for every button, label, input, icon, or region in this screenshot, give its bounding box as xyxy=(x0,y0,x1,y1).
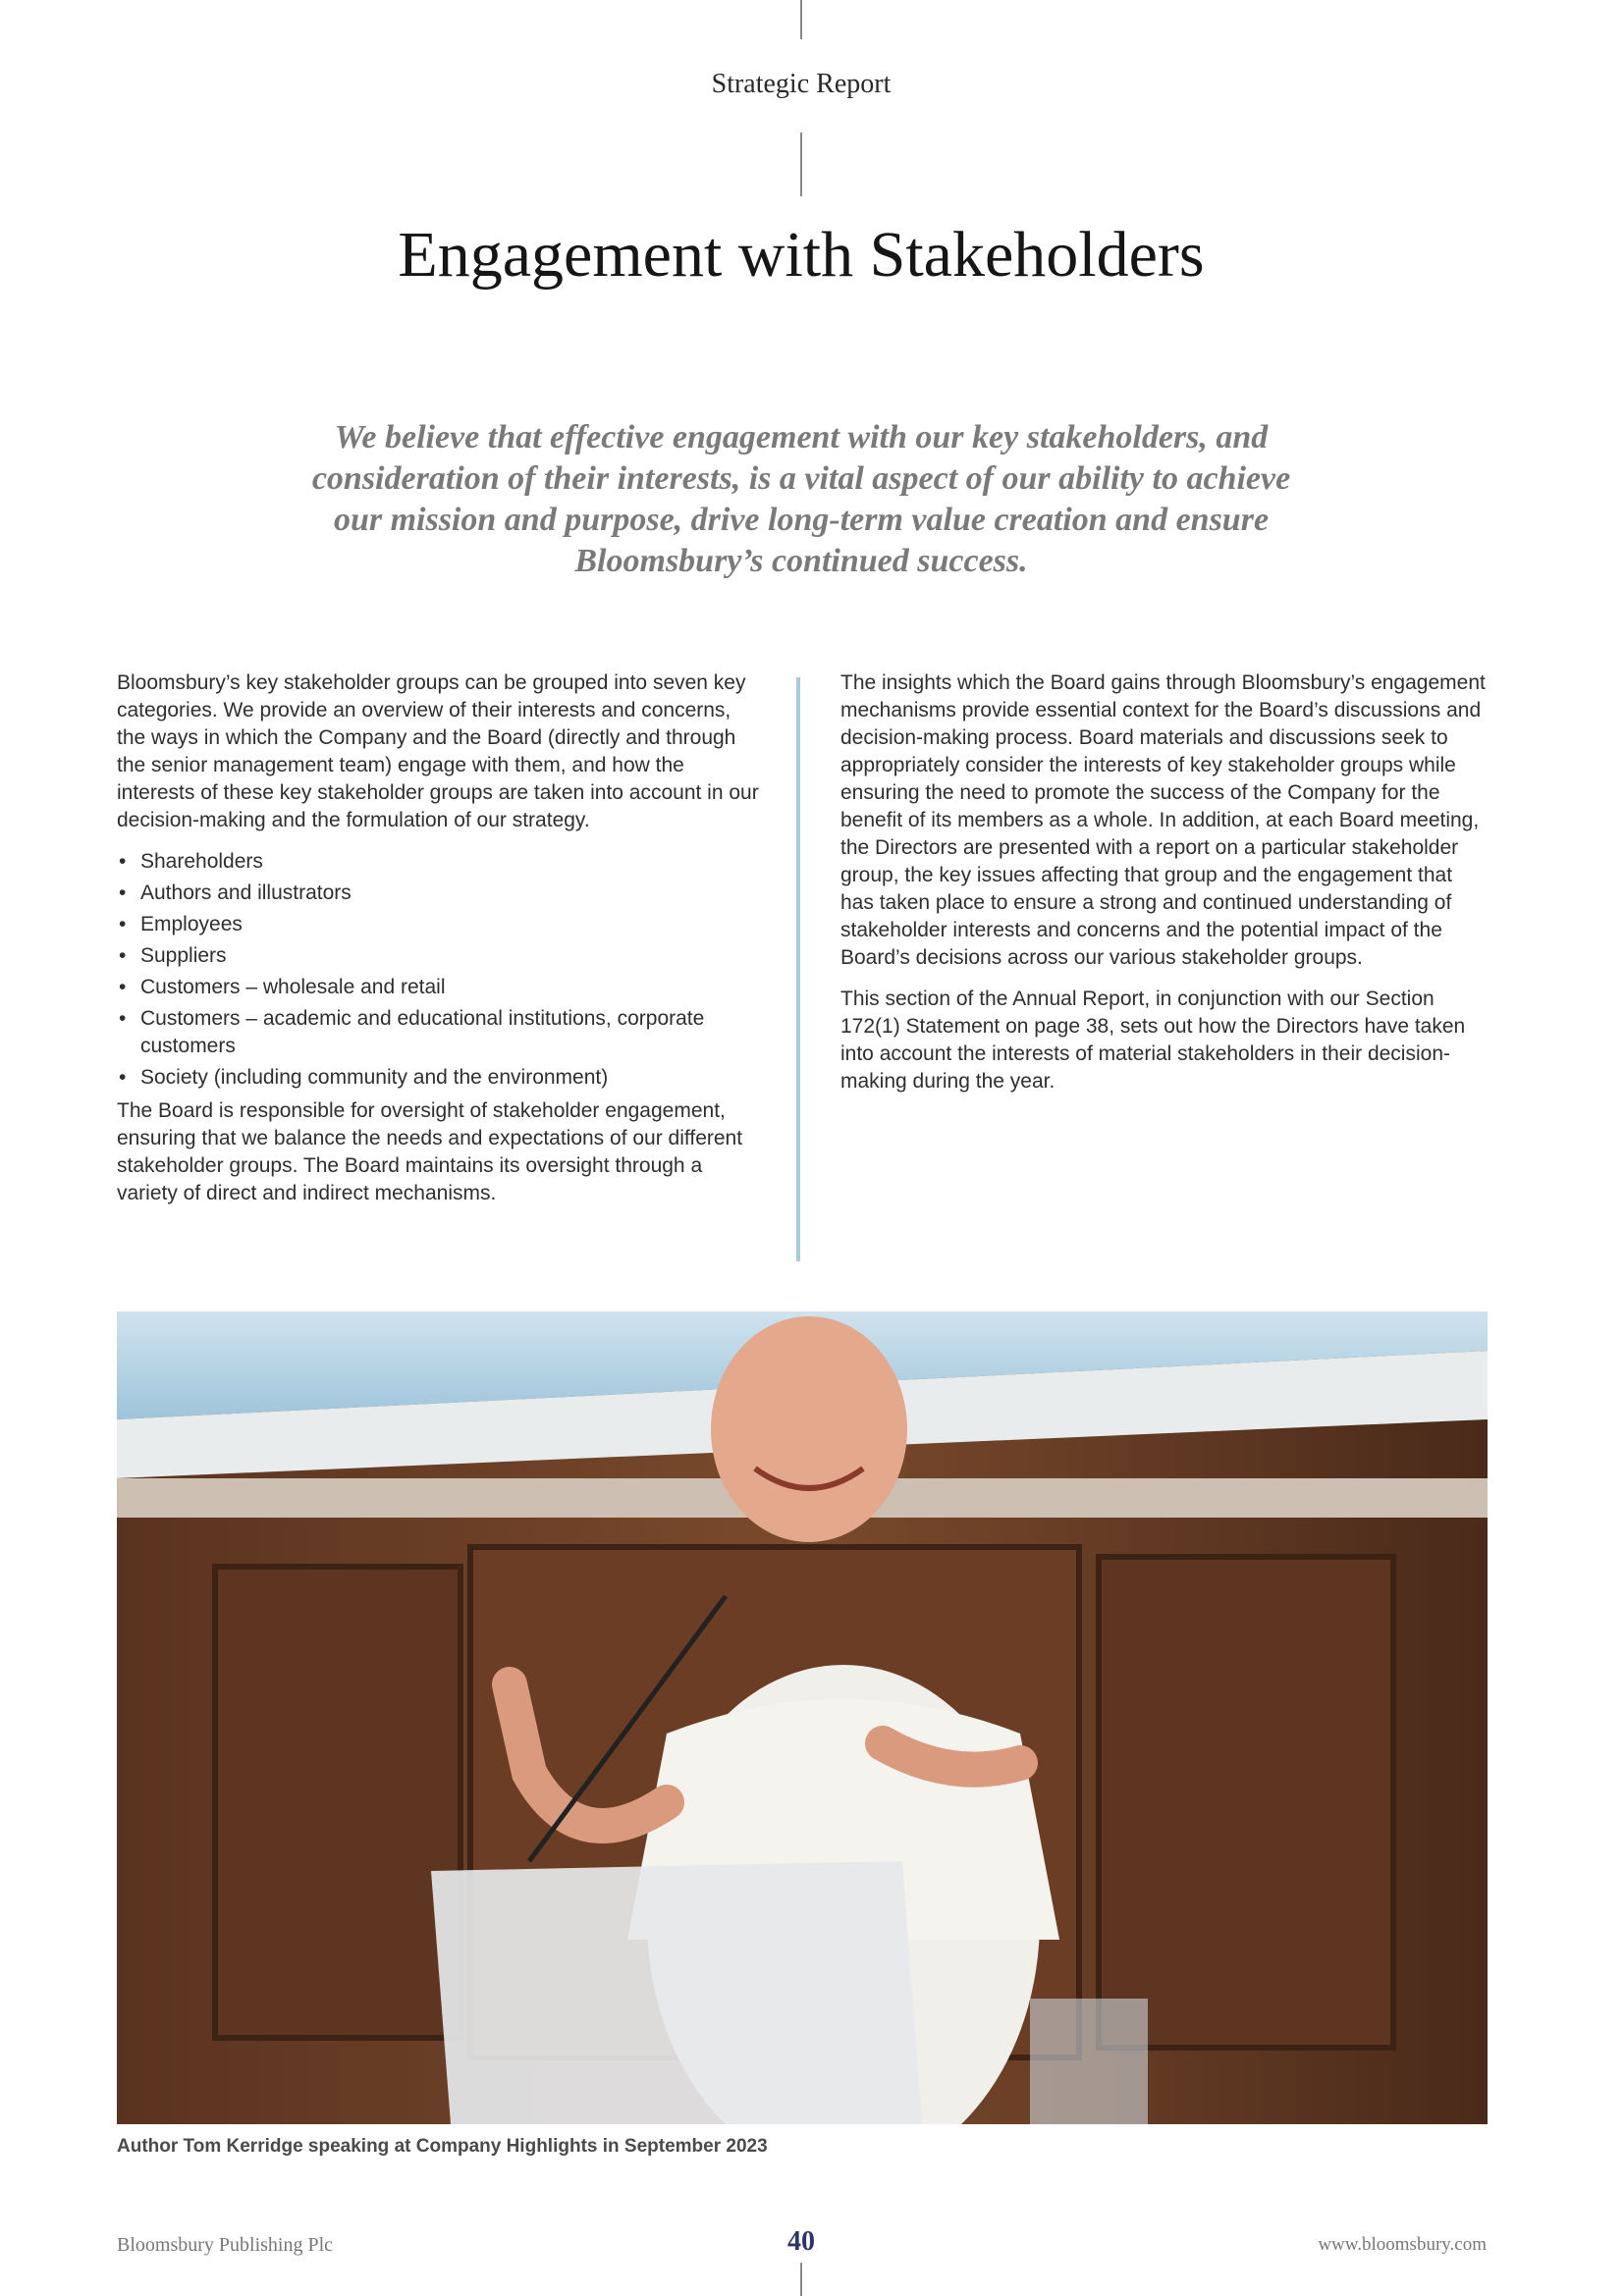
bullet-icon: • xyxy=(119,850,127,873)
column-divider xyxy=(796,677,800,1261)
bullet-icon: • xyxy=(119,1066,127,1089)
bullet-icon: • xyxy=(119,881,127,904)
stakeholder-list xyxy=(117,848,765,1092)
list-item: • Customers – wholesale and retail xyxy=(117,974,765,1001)
list-item: • Suppliers xyxy=(117,942,765,970)
page-number: 40 xyxy=(787,2226,815,2257)
title-divider-line xyxy=(800,133,802,196)
left-column xyxy=(117,669,765,1221)
bottom-divider-line xyxy=(800,2263,802,2296)
list-item: • Society (including community and the environment) xyxy=(117,1064,765,1092)
list-item: • Authors and illustrators xyxy=(117,880,765,907)
photo-caption: Author Tom Kerridge speaking at Company Highlights in September 2023 xyxy=(117,2136,768,2157)
speaker-photo-illustration xyxy=(117,1311,1488,2124)
footer-website-link[interactable]: www.bloomsbury.com xyxy=(1318,2234,1487,2255)
top-divider-line xyxy=(800,0,802,39)
page-title: Engagement with Stakeholders xyxy=(398,219,1205,291)
bullet-icon: • xyxy=(119,1007,127,1030)
right-column xyxy=(840,669,1489,1109)
right-paragraph-1: The insights which the Board gains through Bloomsbury’s engagement mechanisms provide essential context for the Board’s discussions and decision-making process. Board materials and discussions seek to appropriately consider the interests of key stakeholder groups while ensuring the need to promote the success of the Company for the benefit of its members as a whole. In addition, at each Board meeting, the Directors are presented with a report on a particular stakeholder group, the key issues affecting that group and the engagement that has taken place to ensure a strong and continued understanding of stakeholder interests and concerns and the potential impact of the Board’s decisions across our various stakeholder groups. xyxy=(840,671,1486,969)
right-paragraph-2: This section of the Annual Report, in conjunction with our Section 172(1) Statement on page 38, sets out how the Directors have taken into account the interests of material stakeholders in their decision-making during the year. xyxy=(840,988,1466,1093)
left-paragraph-1: Bloomsbury’s key stakeholder groups can be grouped into seven key categories. We provide an overview of their interests and concerns, the ways in which the Company and the Board (directly and through the senior management team) engage with them, and how the interests of these key stakeholder groups are taken into account in our decision-making and the formulation of our strategy. xyxy=(117,671,759,831)
speaker-photo xyxy=(117,1311,1488,2124)
list-item: • Customers – academic and educational institutions, corporate customers xyxy=(119,1007,705,1057)
bullet-icon: • xyxy=(119,976,127,998)
list-item: • Employees xyxy=(117,911,765,938)
bullet-icon: • xyxy=(119,913,127,935)
intro-quote: We believe that effective engagement with our key stakeholders, and consideration of their interests, is a vital aspect of our ability to achieve our mission and purpose, drive long-term value creation and ensure Bloomsbury’s continued success. xyxy=(311,419,1291,579)
left-paragraph-2: The Board is responsible for oversight of stakeholder engagement, ensuring that we balance the needs and expectations of our different stakeholder groups. The Board maintains its oversight through a variety of direct and indirect mechanisms. xyxy=(117,1099,743,1204)
list-item: • Shareholders xyxy=(117,848,765,876)
bullet-icon: • xyxy=(119,944,127,967)
footer-company: Bloomsbury Publishing Plc xyxy=(117,2234,334,2256)
section-label: Strategic Report xyxy=(711,69,892,99)
